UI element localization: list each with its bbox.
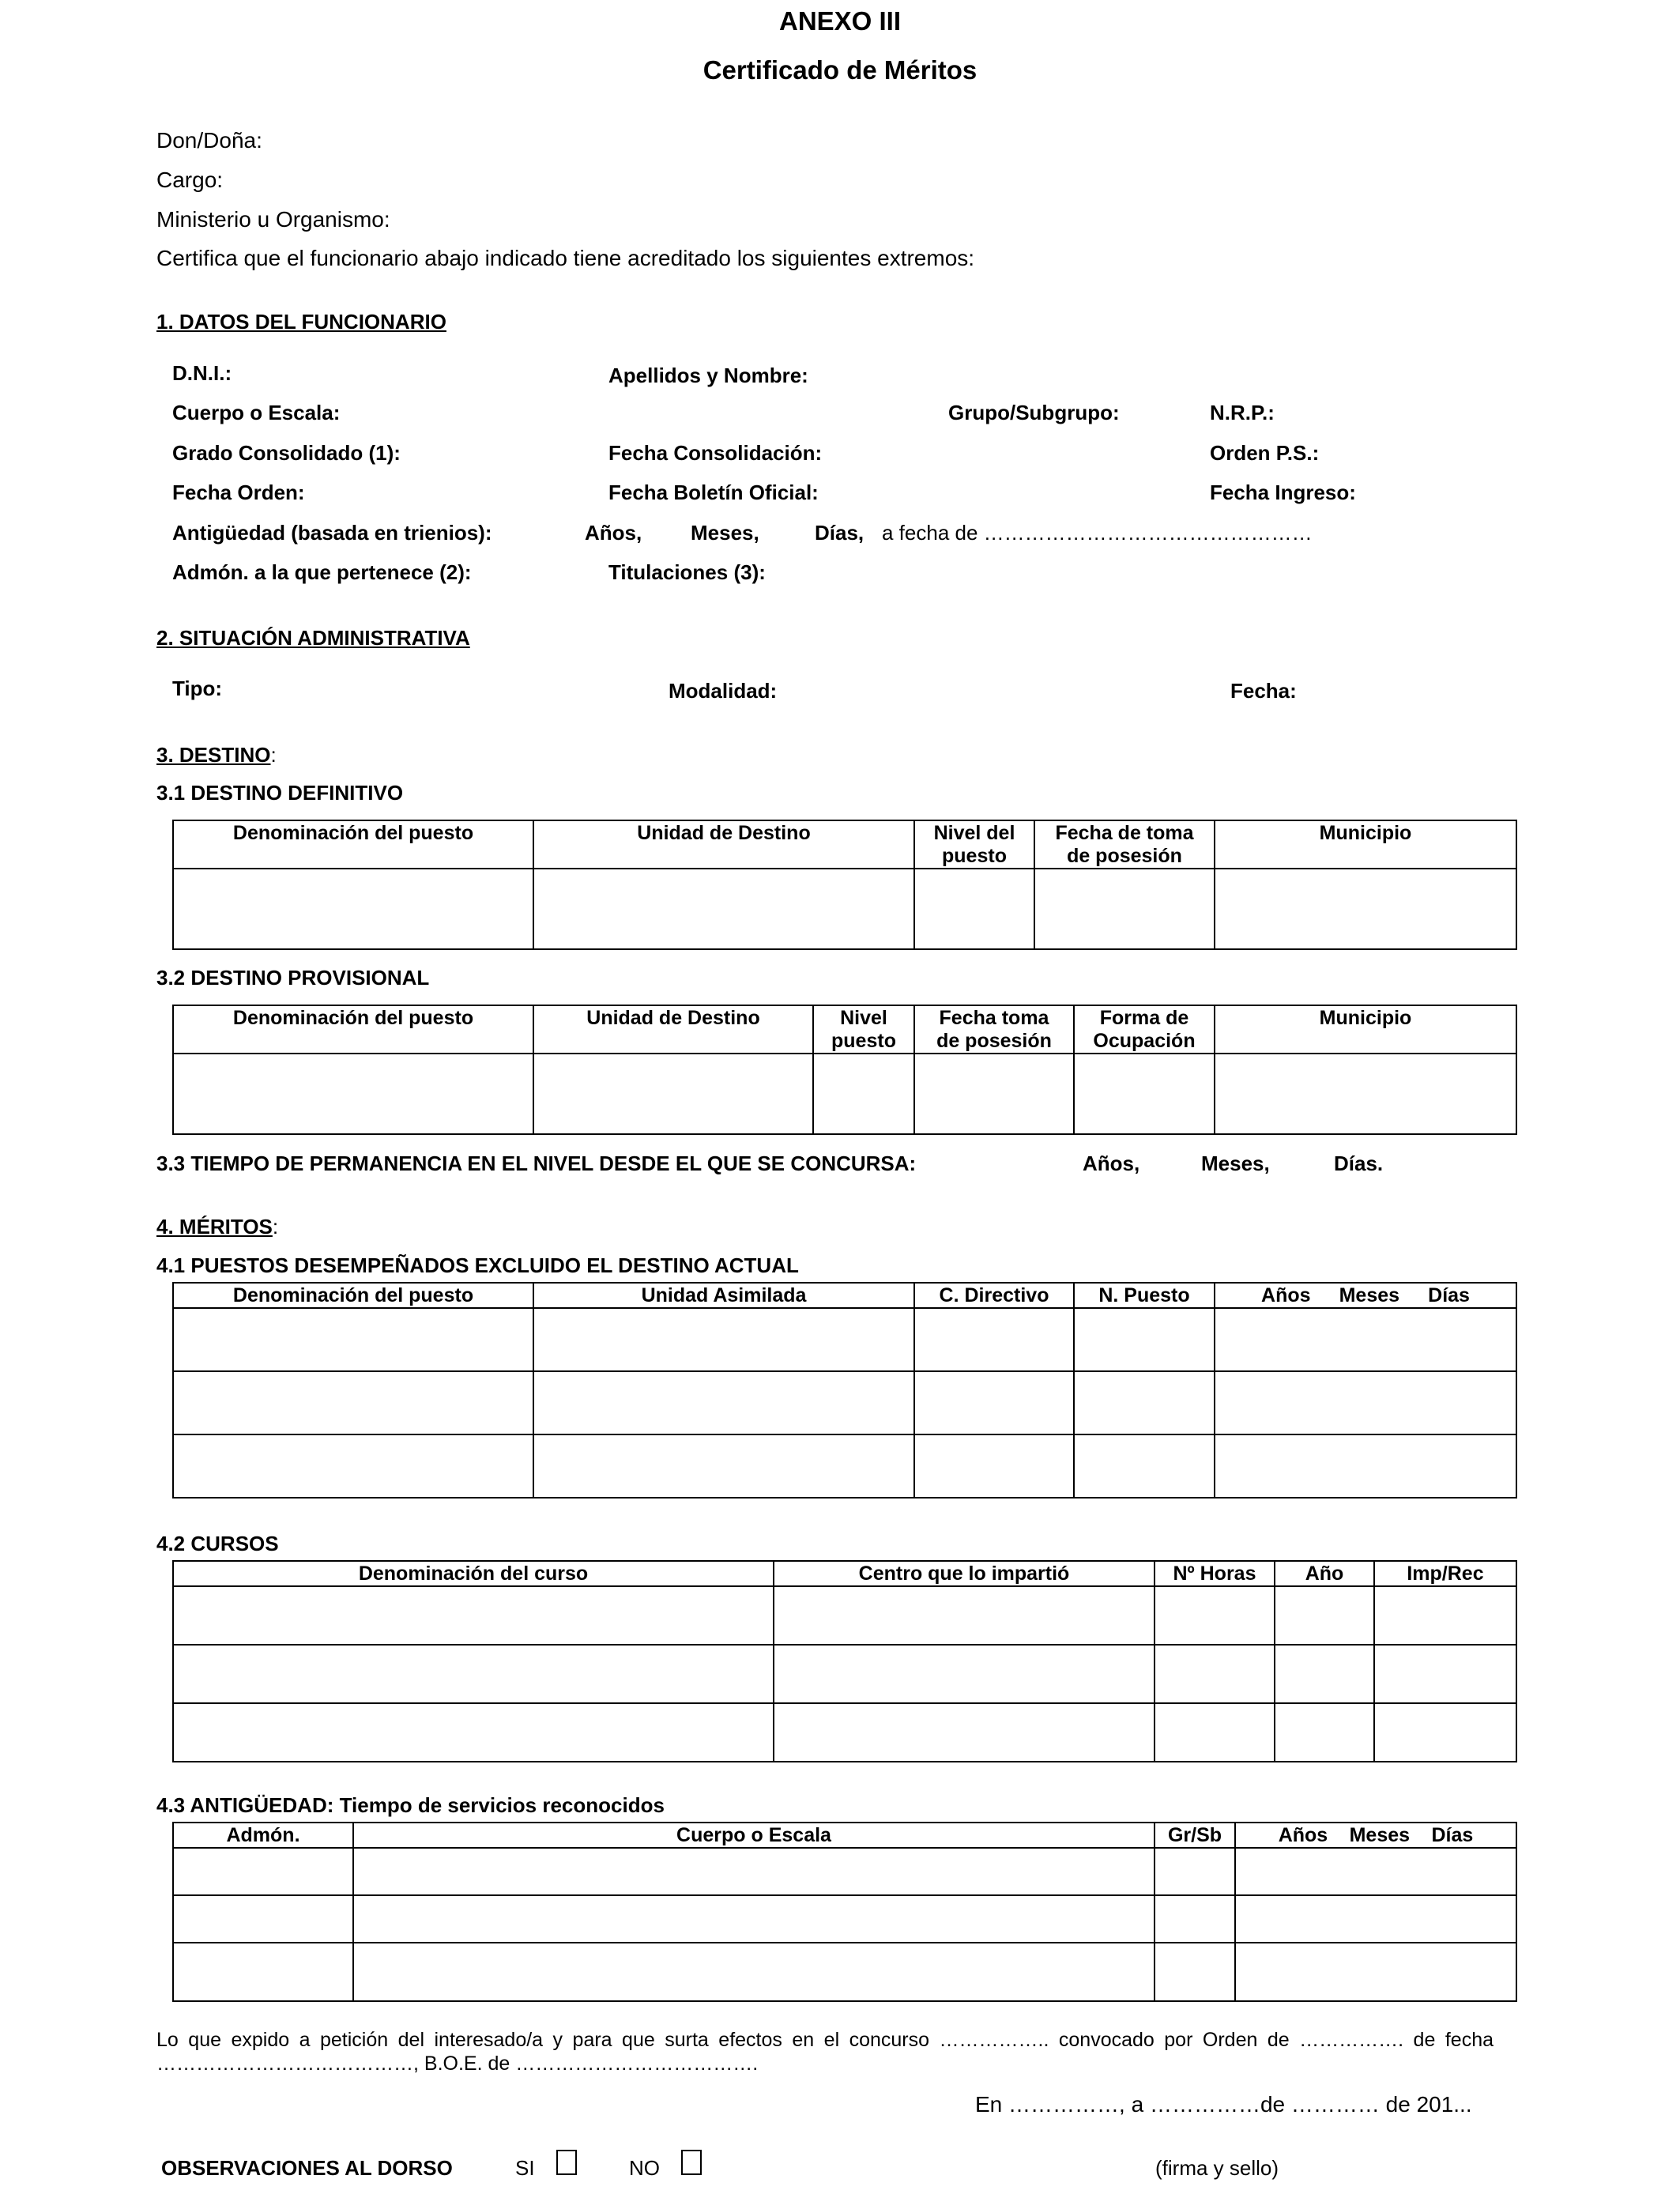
- col-unidad: Unidad de Destino: [533, 1005, 813, 1054]
- cell[interactable]: [914, 869, 1034, 949]
- cell[interactable]: [774, 1645, 1155, 1703]
- table-row: [173, 1434, 1516, 1498]
- cell[interactable]: [1155, 1586, 1275, 1645]
- cell[interactable]: [1074, 1371, 1215, 1434]
- antiguedad-heading: 4.3 ANTIGÜEDAD: Tiempo de servicios reconocidos: [156, 1793, 665, 1817]
- cell[interactable]: [173, 1943, 353, 2001]
- cell[interactable]: [1235, 1848, 1516, 1895]
- grupo-label: Grupo/Subgrupo:: [948, 401, 1120, 424]
- destino-provisional-heading: 3.2 DESTINO PROVISIONAL: [156, 966, 430, 990]
- col-horas: Nº Horas: [1155, 1561, 1275, 1586]
- destino-definitivo-heading: 3.1 DESTINO DEFINITIVO: [156, 781, 404, 805]
- col-denominacion: Denominación del puesto: [173, 1283, 533, 1308]
- antiguedad-label: Antigüedad (basada en trienios):: [172, 521, 492, 545]
- permanencia-dias: Días.: [1334, 1152, 1384, 1175]
- cell[interactable]: [1155, 1645, 1275, 1703]
- annex-title: ANEXO III: [778, 6, 902, 36]
- col-municipio: Municipio: [1215, 1005, 1516, 1054]
- col-tiempo: Años Meses Días: [1215, 1283, 1516, 1308]
- modalidad-label: Modalidad:: [669, 679, 778, 703]
- table-row: [173, 1645, 1516, 1703]
- col-cuerpo: Cuerpo o Escala: [353, 1823, 1155, 1848]
- cell[interactable]: [1155, 1703, 1275, 1762]
- cell[interactable]: [1374, 1645, 1516, 1703]
- col-tiempo: Años Meses Días: [1235, 1823, 1516, 1848]
- firma-label: (firma y sello): [1155, 2156, 1279, 2180]
- page-title: Certificado de Méritos: [703, 55, 977, 85]
- fecha-boletin-label: Fecha Boletín Oficial:: [608, 481, 819, 504]
- cell[interactable]: [1275, 1586, 1374, 1645]
- col-gr-sb: Gr/Sb: [1155, 1823, 1235, 1848]
- col-unidad-asimilada: Unidad Asimilada: [533, 1283, 914, 1308]
- section-3-heading: 3. DESTINO:: [156, 743, 277, 767]
- titulaciones-label: Titulaciones (3):: [608, 560, 766, 584]
- puestos-desempenados-table: [172, 1282, 1517, 1498]
- cell[interactable]: [1235, 1895, 1516, 1943]
- fecha-consolidacion-label: Fecha Consolidación:: [608, 441, 823, 465]
- cell[interactable]: [813, 1054, 914, 1134]
- col-denominacion-curso: Denominación del curso: [173, 1561, 774, 1586]
- section-4-heading: 4. MÉRITOS:: [156, 1215, 279, 1238]
- puestos-desempenados-heading: 4.1 PUESTOS DESEMPEÑADOS EXCLUIDO EL DESTINO ACTUAL: [156, 1253, 799, 1277]
- fecha-orden-label: Fecha Orden:: [172, 481, 305, 504]
- cell[interactable]: [173, 1434, 533, 1498]
- cell[interactable]: [914, 1308, 1074, 1371]
- section-1-heading: 1. DATOS DEL FUNCIONARIO: [156, 310, 446, 334]
- cursos-table: [172, 1560, 1517, 1762]
- col-fecha-toma: Fecha toma de posesión: [914, 1005, 1074, 1054]
- col-c-directivo: C. Directivo: [914, 1283, 1074, 1308]
- cell[interactable]: [1215, 1371, 1516, 1434]
- permanencia-meses: Meses,: [1201, 1152, 1270, 1175]
- admon-label: Admón. a la que pertenece (2):: [172, 560, 472, 584]
- cell[interactable]: [914, 1371, 1074, 1434]
- cell[interactable]: [533, 1371, 914, 1434]
- no-label: NO: [629, 2156, 660, 2180]
- cell[interactable]: [1215, 1054, 1516, 1134]
- a-fecha-text: a fecha de …………………………………………: [882, 521, 1313, 545]
- cell[interactable]: [774, 1586, 1155, 1645]
- col-fecha-toma: Fecha de toma de posesión: [1034, 820, 1215, 869]
- table-row: [173, 1371, 1516, 1434]
- no-checkbox[interactable]: [681, 2150, 702, 2175]
- table-row: [173, 1943, 1516, 2001]
- lugar-fecha-line: En ……………, a ……………de ………… de 201...: [975, 2092, 1472, 2117]
- col-nivel: Nivel puesto: [813, 1005, 914, 1054]
- apellidos-label: Apellidos y Nombre:: [608, 364, 808, 387]
- destino-definitivo-table: [172, 820, 1517, 950]
- cell[interactable]: [1275, 1703, 1374, 1762]
- col-ano: Año: [1275, 1561, 1374, 1586]
- cell[interactable]: [914, 1434, 1074, 1498]
- cell[interactable]: [353, 1943, 1155, 2001]
- table-row: [173, 1895, 1516, 1943]
- don-label: Don/Doña:: [156, 128, 262, 153]
- cell[interactable]: [1215, 869, 1516, 949]
- orden-ps-label: Orden P.S.:: [1210, 441, 1320, 465]
- col-admon: Admón.: [173, 1823, 353, 1848]
- grado-label: Grado Consolidado (1):: [172, 441, 401, 465]
- cargo-label: Cargo:: [156, 168, 224, 192]
- cell[interactable]: [774, 1703, 1155, 1762]
- cell[interactable]: [173, 1848, 353, 1895]
- antiguedad-anos: Años,: [585, 521, 642, 545]
- cell[interactable]: [1374, 1703, 1516, 1762]
- cell[interactable]: [173, 1645, 774, 1703]
- si-label: SI: [515, 2156, 535, 2180]
- col-nivel: Nivel del puesto: [914, 820, 1034, 869]
- cell[interactable]: [173, 1308, 533, 1371]
- col-denominacion: Denominación del puesto: [173, 820, 533, 869]
- cell[interactable]: [533, 1308, 914, 1371]
- cell[interactable]: [173, 1895, 353, 1943]
- col-denominacion: Denominación del puesto: [173, 1005, 533, 1054]
- table-row: [173, 869, 1516, 949]
- cell[interactable]: [1155, 1848, 1235, 1895]
- cell[interactable]: [1374, 1586, 1516, 1645]
- cell[interactable]: [173, 1371, 533, 1434]
- antiguedad-table: [172, 1822, 1517, 2002]
- expido-line-2: …………………………………, B.O.E. de ……………………………….: [156, 2053, 759, 2075]
- table-row: [173, 1848, 1516, 1895]
- cell[interactable]: [1275, 1645, 1374, 1703]
- col-imp-rec: Imp/Rec: [1374, 1561, 1516, 1586]
- cell[interactable]: [1215, 1434, 1516, 1498]
- cell[interactable]: [1034, 869, 1215, 949]
- cell[interactable]: [1215, 1308, 1516, 1371]
- antiguedad-meses: Meses,: [691, 521, 759, 545]
- si-checkbox[interactable]: [556, 2150, 577, 2175]
- cell[interactable]: [1074, 1308, 1215, 1371]
- table-row: [173, 1054, 1516, 1134]
- fecha-label: Fecha:: [1230, 679, 1297, 703]
- cell[interactable]: [914, 1054, 1074, 1134]
- cell[interactable]: [173, 1703, 774, 1762]
- cell[interactable]: [173, 869, 533, 949]
- ministerio-label: Ministerio u Organismo:: [156, 207, 390, 232]
- col-unidad: Unidad de Destino: [533, 820, 914, 869]
- section-2-heading: 2. SITUACIÓN ADMINISTRATIVA: [156, 626, 470, 650]
- cell[interactable]: [533, 869, 914, 949]
- expido-line-1: Lo que expido a petición del interesado/a y para que surta efectos en el concurso …………….. convocado por Orden de ……………. de fecha: [156, 2029, 1494, 2051]
- tipo-label: Tipo:: [172, 677, 223, 700]
- col-municipio: Municipio: [1215, 820, 1516, 869]
- table-row: [173, 1586, 1516, 1645]
- cell[interactable]: [1235, 1943, 1516, 2001]
- cell[interactable]: [533, 1054, 813, 1134]
- cell[interactable]: [1155, 1943, 1235, 2001]
- destino-provisional-table: [172, 1005, 1517, 1135]
- cell[interactable]: [353, 1895, 1155, 1943]
- certifica-text: Certifica que el funcionario abajo indicado tiene acreditado los siguientes extremos:: [156, 246, 975, 270]
- observaciones-label: OBSERVACIONES AL DORSO: [161, 2156, 453, 2180]
- fecha-ingreso-label: Fecha Ingreso:: [1210, 481, 1356, 504]
- antiguedad-dias: Días,: [815, 521, 864, 545]
- col-forma-ocupacion: Forma de Ocupación: [1074, 1005, 1215, 1054]
- permanencia-anos: Años,: [1083, 1152, 1140, 1175]
- dni-label: D.N.I.:: [172, 361, 232, 385]
- col-centro: Centro que lo impartió: [774, 1561, 1155, 1586]
- cell[interactable]: [533, 1434, 914, 1498]
- cell[interactable]: [173, 1054, 533, 1134]
- cell[interactable]: [1074, 1054, 1215, 1134]
- cell[interactable]: [353, 1848, 1155, 1895]
- cell[interactable]: [173, 1586, 774, 1645]
- col-n-puesto: N. Puesto: [1074, 1283, 1215, 1308]
- table-row: [173, 1703, 1516, 1762]
- tiempo-permanencia-label: 3.3 TIEMPO DE PERMANENCIA EN EL NIVEL DESDE EL QUE SE CONCURSA:: [156, 1152, 917, 1175]
- cursos-heading: 4.2 CURSOS: [156, 1532, 279, 1555]
- cell[interactable]: [1074, 1434, 1215, 1498]
- table-row: [173, 1308, 1516, 1371]
- nrp-label: N.R.P.:: [1210, 401, 1275, 424]
- cell[interactable]: [1155, 1895, 1235, 1943]
- cuerpo-label: Cuerpo o Escala:: [172, 401, 341, 424]
